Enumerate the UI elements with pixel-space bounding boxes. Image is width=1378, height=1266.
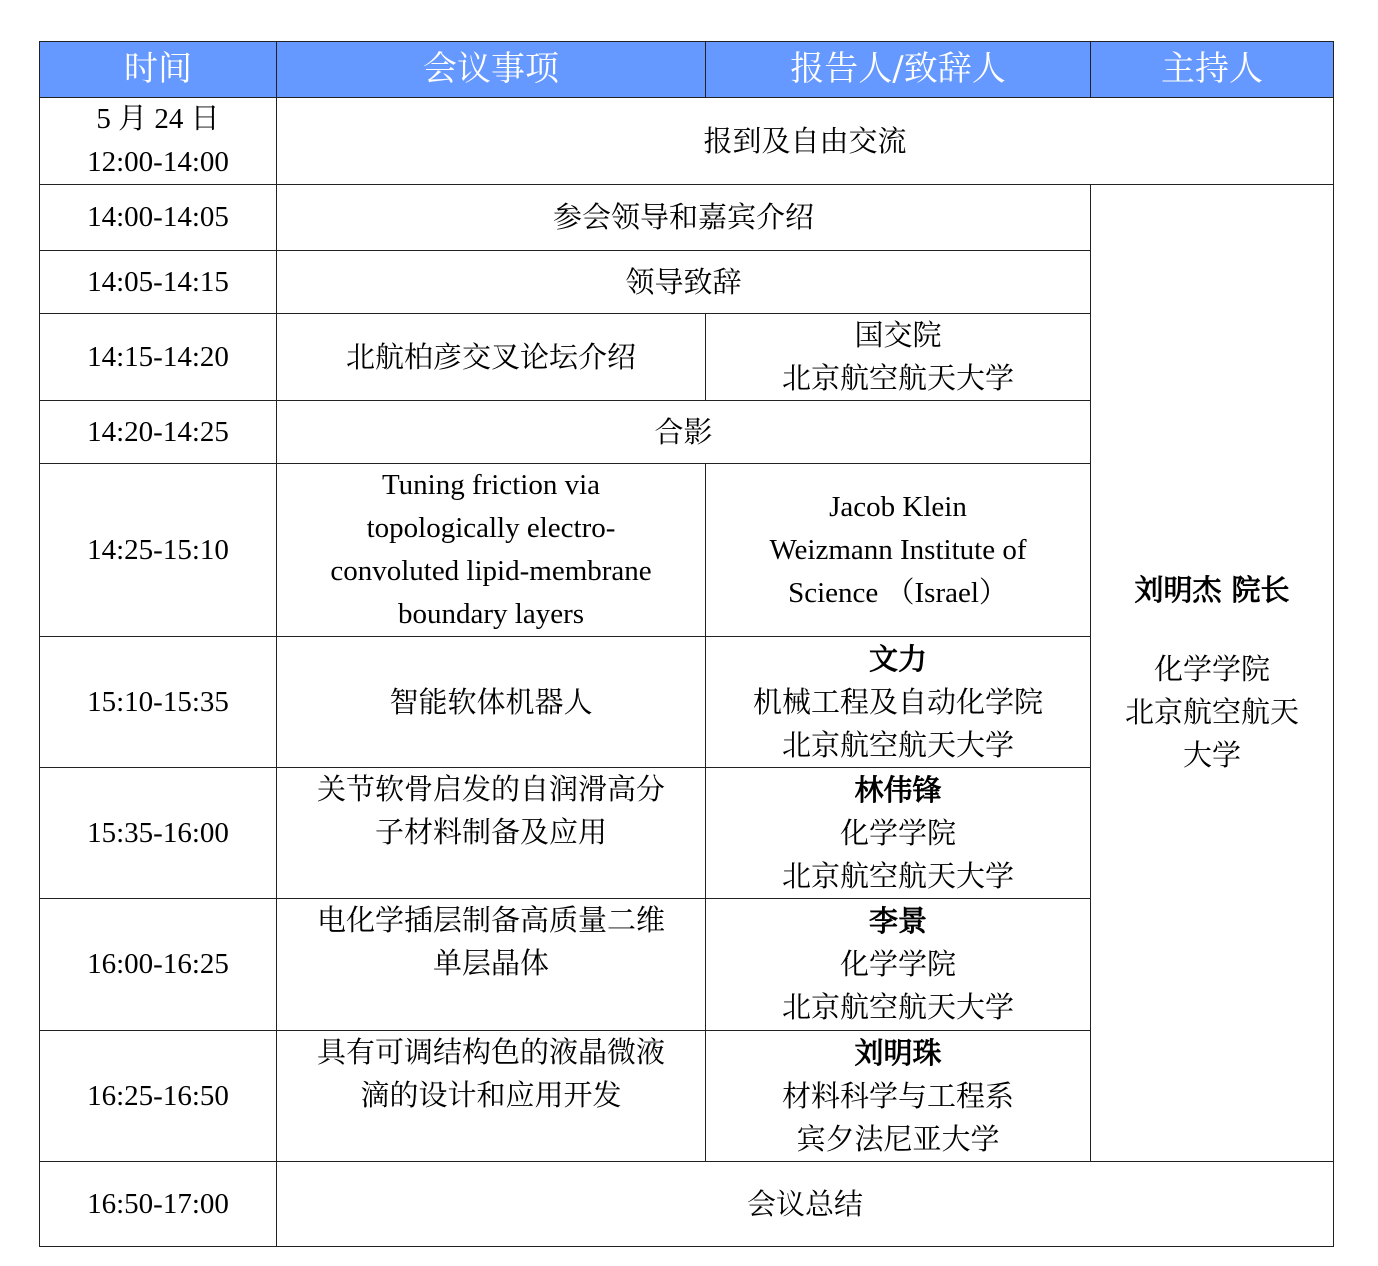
- time-cell: 16:00-16:25: [40, 899, 277, 1031]
- speaker-affiliation-1: 化学学院: [839, 947, 956, 981]
- item-cell: 报到及自由交流: [277, 98, 1334, 185]
- table-row: [40, 185, 1334, 251]
- speaker-affiliation-2: Science （Israel）: [788, 576, 1008, 609]
- item-cell: 北航柏彦交叉论坛介绍: [277, 314, 706, 401]
- item-cell: [277, 768, 706, 899]
- speaker-affiliation-2: 北京航空航天大学: [781, 858, 1014, 893]
- time-cell: 16:25-16:50: [40, 1031, 277, 1162]
- item-line: 子材料制备及应用: [374, 815, 607, 849]
- speaker-affiliation-2: 北京航空航天大学: [781, 990, 1014, 1024]
- speaker-affiliation-2: 北京航空航天大学: [781, 361, 1014, 395]
- speaker-cell: [706, 768, 1091, 899]
- speaker-name: 文力: [868, 641, 927, 676]
- item-line: Tuning friction via: [381, 469, 601, 501]
- item-line: 滴的设计和应用开发: [360, 1078, 622, 1112]
- host-name: 刘明杰 院长: [1134, 573, 1290, 607]
- item-cell: 会议总结: [277, 1162, 1334, 1247]
- speaker-cell: [706, 314, 1091, 401]
- table-row: [40, 1162, 1334, 1247]
- item-line: 电化学插层制备高质量二维: [316, 903, 665, 937]
- header-time: 时间: [40, 42, 277, 98]
- speaker-name: 李景: [868, 904, 927, 938]
- header-item: 会议事项: [277, 42, 706, 98]
- speaker-affiliation-1: 机械工程及自动化学院: [752, 684, 1043, 719]
- table-row: [40, 98, 1334, 185]
- speaker-affiliation-1: 化学学院: [839, 815, 956, 850]
- header-host: 主持人: [1091, 42, 1334, 98]
- time-cell: 14:00-14:05: [40, 185, 277, 251]
- agenda-table: [39, 41, 1334, 1247]
- host-affiliation-1: 化学学院: [1153, 652, 1270, 686]
- item-cell: [277, 464, 706, 637]
- speaker-cell: [706, 1031, 1091, 1162]
- item-line: boundary layers: [397, 598, 585, 630]
- host-affiliation-3: 大学: [1182, 738, 1241, 772]
- header-speaker: 报告人/致辞人: [706, 42, 1091, 98]
- speaker-cell: [706, 637, 1091, 768]
- item-line: convoluted lipid-membrane: [330, 555, 652, 587]
- item-line: 具有可调结构色的液晶微液: [316, 1035, 665, 1069]
- header-row: [40, 42, 1334, 98]
- speaker-affiliation-2: 北京航空航天大学: [781, 727, 1014, 762]
- host-spacer: [1097, 612, 1327, 648]
- item-line: 单层晶体: [432, 946, 549, 980]
- speaker-name: 林伟锋: [854, 772, 942, 807]
- time-cell: 14:05-14:15: [40, 251, 277, 314]
- speaker-name: Jacob Klein: [829, 490, 967, 523]
- time-range: 12:00-14:00: [87, 146, 229, 178]
- speaker-affiliation-2: 宾夕法尼亚大学: [796, 1121, 1000, 1156]
- speaker-cell: [706, 899, 1091, 1031]
- time-cell: 14:20-14:25: [40, 401, 277, 464]
- host-cell: [1091, 185, 1334, 1162]
- host-affiliation-2: 北京航空航天: [1124, 695, 1299, 729]
- time-cell: 15:10-15:35: [40, 637, 277, 768]
- item-cell: 领导致辞: [277, 251, 1091, 314]
- time-date: 5 月 24 日: [96, 103, 220, 135]
- item-line: 关节软骨启发的自润滑高分: [316, 772, 665, 806]
- item-cell: 合影: [277, 401, 1091, 464]
- item-cell: 参会领导和嘉宾介绍: [277, 185, 1091, 251]
- time-cell: 15:35-16:00: [40, 768, 277, 899]
- item-line: topologically electro-: [366, 512, 616, 544]
- item-cell: 智能软体机器人: [277, 637, 706, 768]
- item-cell: [277, 899, 706, 1031]
- time-cell: 16:50-17:00: [40, 1162, 277, 1247]
- time-cell: 14:15-14:20: [40, 314, 277, 401]
- time-cell: 14:25-15:10: [40, 464, 277, 637]
- speaker-affiliation-1: 材料科学与工程系: [781, 1078, 1014, 1113]
- speaker-affiliation-1: Weizmann Institute of: [769, 533, 1027, 566]
- item-cell: [277, 1031, 706, 1162]
- speaker-cell: [706, 464, 1091, 637]
- time-cell: [40, 98, 277, 185]
- speaker-affiliation-1: 国交院: [854, 318, 942, 352]
- speaker-name: 刘明珠: [854, 1035, 942, 1070]
